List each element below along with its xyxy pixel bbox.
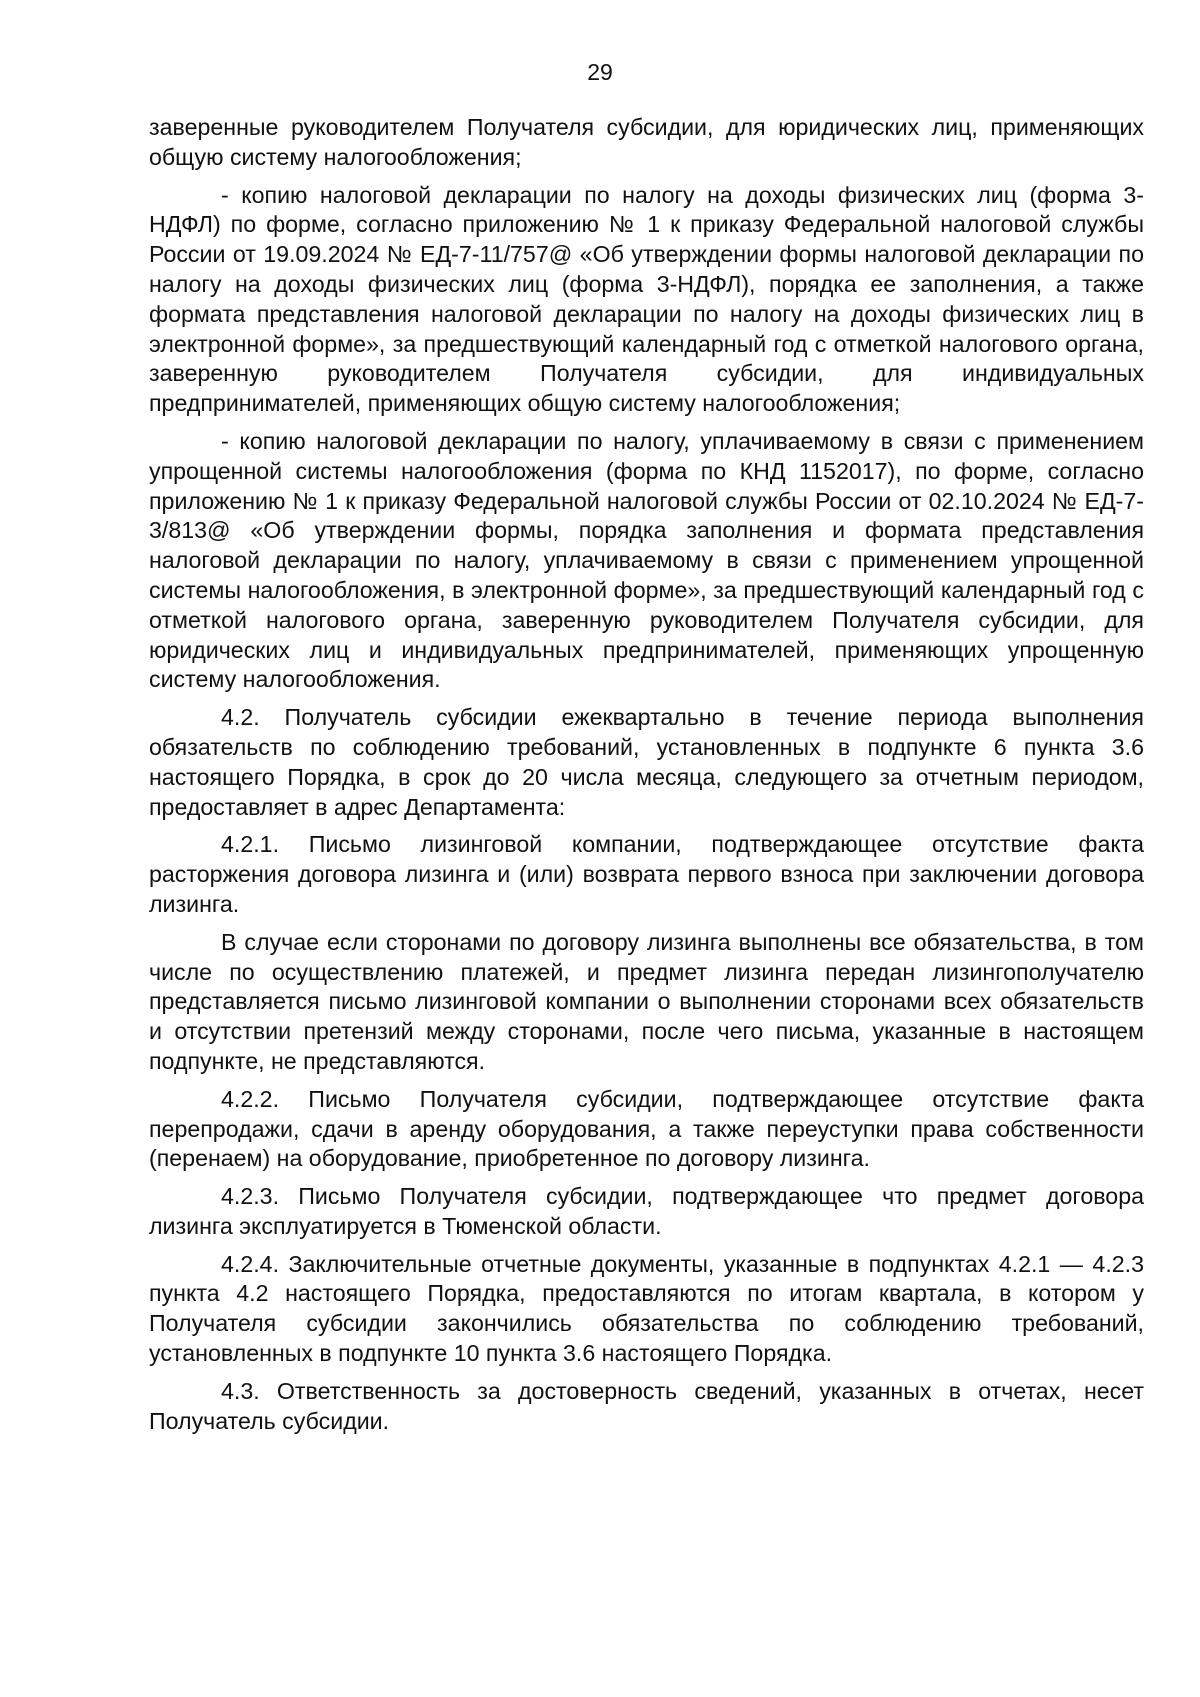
paragraph-usn-declaration: - копию налоговой декларации по налогу, уплачиваемому в связи с применением упрощенной системы налогообложения (форма по КНД 1152017), по форме, согласно приложению № 1 к приказу Федеральной налоговой службы России от 02.10.2024 № ЕД-7-3/813@ «Об утверждении формы, порядка заполнения и формата представления налоговой декларации по налогу, уплачиваемому в связи с применением упрощенной системы налогообложения, в электронной форме», за предшествующий календарный год с отметкой налогового органа, заверенную руководителем Получателя субсидии, для юридических лиц и индивидуальных предпринимателей, применяющих упрощенную систему налогообложения. [149,427,1144,693]
page-number: 29 [587,59,613,85]
document-body [149,113,1144,1444]
paragraph-leasing-completion: В случае если сторонами по договору лизинга выполнены все обязательства, в том числе по осуществлению платежей, и предмет лизинга передан лизингополучателю представляется письмо лизинговой компании о выполнении сторонами всех обязательств и отсутствии претензий между сторонами, после чего письма, указанные в настоящем подпункте, не представляются. [149,928,1144,1074]
paragraph-4-3: 4.3. Ответственность за достоверность сведений, указанных в отчетах, несет Получатель субсидии. [149,1377,1144,1434]
paragraph-4-2: 4.2. Получатель субсидии ежеквартально в течение периода выполнения обязательств по соблюдению требований, установленных в подпункте 6 пункта 3.6 настоящего Порядка, в срок до 20 числа месяца, следующего за отчетным периодом, предоставляет в адрес Департамента: [149,704,1144,820]
paragraph-ndfl-declaration: - копию налоговой декларации по налогу на доходы физических лиц (форма 3-НДФЛ) по форме, согласно приложению № 1 к приказу Федеральной налоговой службы России от 19.09.2024 № ЕД-7-11/757@ «Об утверждении формы налоговой декларации по налогу на доходы физических лиц (форма 3-НДФЛ), порядка ее заполнения, а также формата представления налоговой декларации по налогу на доходы физических лиц в электронной форме», за предшествующий календарный год с отметкой налогового органа, заверенную руководителем Получателя субсидии, для индивидуальных предпринимателей, применяющих общую систему налогообложения; [149,181,1144,417]
paragraph-4-2-3: 4.2.3. Письмо Получателя субсидии, подтверждающее что предмет договора лизинга эксплуатируется в Тюменской области. [149,1183,1144,1239]
paragraph-4-2-1: 4.2.1. Письмо лизинговой компании, подтверждающее отсутствие факта расторжения договора лизинга и (или) возврата первого взноса при заключении договора лизинга. [149,831,1144,917]
paragraph-4-2-4: 4.2.4. Заключительные отчетные документы, указанные в подпунктах 4.2.1 — 4.2.3 пункта 4.2 настоящего Порядка, предоставляются по итогам квартала, в котором у Получателя субсидии закончились обязательства по соблюдению требований, установленных в подпункте 10 пункта 3.6 настоящего Порядка. [149,1250,1144,1367]
paragraph-continuation: заверенные руководителем Получателя субсидии, для юридических лиц, применяющих общую систему налогообложения; [149,114,1144,170]
paragraph-4-2-2: 4.2.2. Письмо Получателя субсидии, подтверждающее отсутствие факта перепродажи, сдачи в аренду оборудования, а также переуступки права собственности (перенаем) на оборудование, приобретенное по договору лизинга. [149,1085,1144,1172]
